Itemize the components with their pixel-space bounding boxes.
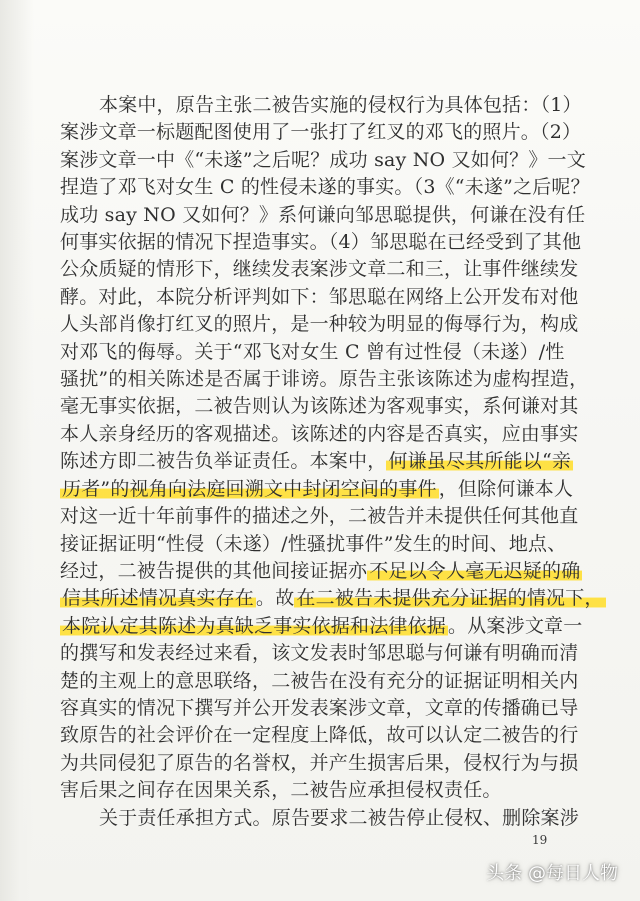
text-line (60, 585, 604, 612)
highlighted-text: 信其所述情况真实存在 (62, 587, 255, 610)
document-page (60, 92, 604, 852)
highlighted-text: 不足以令人毫无迟疑的确 (369, 559, 581, 582)
highlighted-text: 在二被告未提供充分证据的情况下， (296, 587, 604, 610)
text-line: 何事实依据的情况下捏造事实。（4）邹思聪在已经受到了其他 (60, 231, 582, 254)
text-line: 的撰写和发表经过来看，该文发表时邹思聪与何谦有明确而清 (60, 642, 579, 665)
text-line: 成功 say NO 又如何？》系何谦向邹思聪提供，何谦在没有任 (60, 203, 586, 226)
page-left-edge-shadow (0, 0, 34, 901)
text-line: 案涉文章一标题配图使用了一张打了红叉的邓飞的照片。（2） (60, 121, 582, 144)
text-line: 人头部肖像打红叉的照片，是一种较为明显的侮辱行为，构成 (60, 313, 579, 336)
text-line: 酵。对此，本院分析评判如下：邹思聪在网络上公开发布对他 (60, 285, 579, 308)
text-line: 毫无事实依据，二被告则认为该陈述为客观事实，系何谦对其 (60, 395, 579, 418)
text-segment: 。故 (256, 587, 295, 610)
highlighted-text: 何谦虽尽其所能以“亲 (388, 450, 572, 473)
highlighted-text: 历者”的视角向法庭回溯文中封闭空间的事件 (62, 477, 437, 500)
text-segment: 陈述方即二被告负举证责任。本案中， (60, 450, 387, 473)
text-line: 对邓飞的侮辱。关于“邓飞对女生 C 曾有过性侵（未遂）/性 (60, 340, 565, 363)
text-line: 捏造了邓飞对女生 C 的性侵未遂的事实。（3《“未遂”之后呢？ (60, 176, 590, 199)
text-line: 接证据证明“性侵（未遂）/性骚扰事件”发生的时间、地点、 (60, 532, 567, 555)
text-line (60, 613, 583, 640)
source-watermark: 头条 @每日人物 (486, 863, 618, 884)
text-line (60, 476, 580, 503)
highlighted-text: 本院认定其陈述为真缺乏事实依据和法律依据 (62, 614, 447, 637)
text-segment: ，但除何谦本人 (438, 477, 574, 500)
text-line (60, 558, 580, 585)
text-line: 骚扰”的相关陈述是否属于诽谤。原告主张该陈述为虚构捏造， (60, 368, 589, 391)
text-line: 容真实的情况下撰写并公开发表案涉文章，文章的传播确已导 (60, 696, 579, 719)
text-line (60, 448, 580, 475)
text-line: 关于责任承担方式。原告要求二被告停止侵权、删除案涉 (98, 806, 579, 829)
text-line: 本人亲身经历的客观描述。该陈述的内容是否真实，应由事实 (60, 422, 579, 445)
text-line: 楚的主观上的意思联络，二被告在没有充分的证据证明相关内 (60, 669, 579, 692)
text-line: 公众质疑的情形下，继续发表案涉文章二和三，让事件继续发 (60, 258, 579, 281)
text-line: 害后果之间存在因果关系，二被告应承担侵权责任。 (60, 779, 502, 802)
text-segment: 经过，二被告提供的其他间接证据亦 (60, 559, 368, 582)
text-line: 本案中，原告主张二被告实施的侵权行为具体包括：（1） (98, 94, 582, 116)
judgment-text (60, 92, 604, 832)
page-number: 19 (532, 833, 548, 847)
text-line: 对这一近十年前事件的描述之外，二被告并未提供任何其他直 (60, 505, 579, 528)
text-line: 致原告的社会评价在一定程度上降低，故可以认定二被告的行 (60, 724, 579, 747)
text-line: 案涉文章一中《“未遂”之后呢？成功 say NO 又如何？》一文 (60, 148, 586, 171)
text-segment: 。从案涉文章一 (448, 614, 583, 637)
text-line: 为共同侵犯了原告的名誉权，并产生损害后果，侵权行为与损 (60, 751, 579, 774)
